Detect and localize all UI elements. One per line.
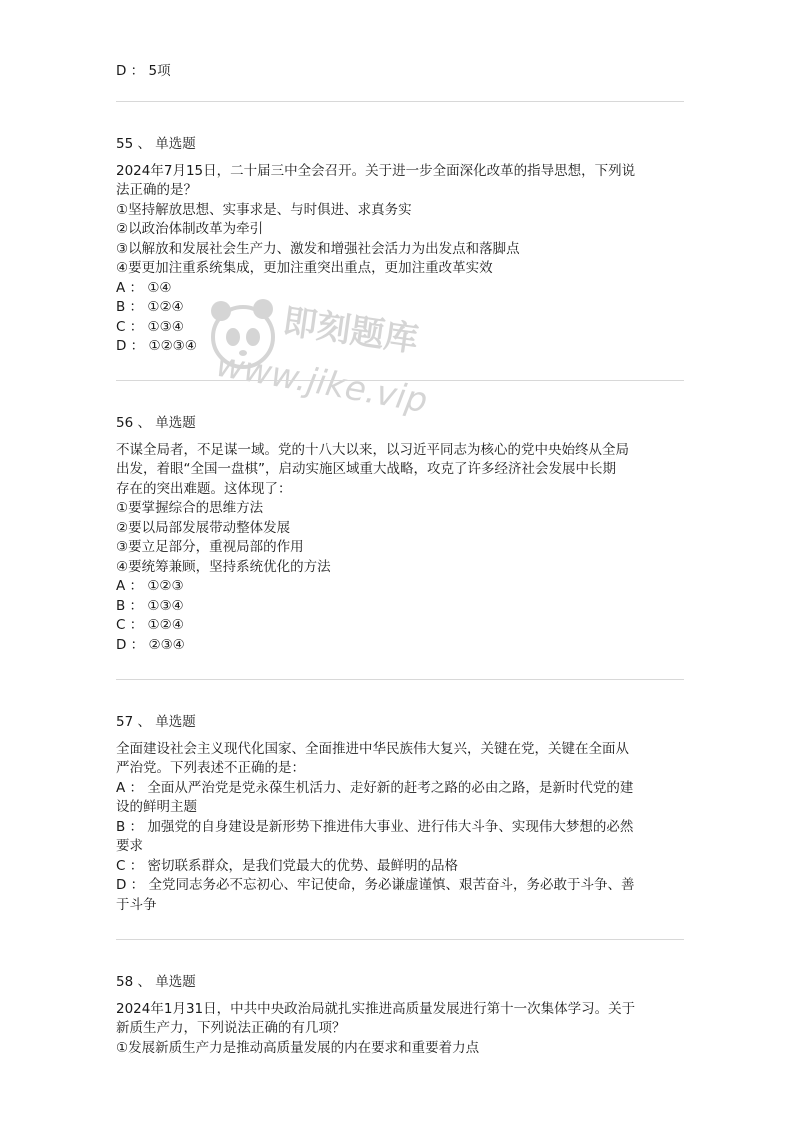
divider bbox=[116, 939, 684, 940]
answer-option[interactable]: D ： ②③④ bbox=[116, 636, 185, 653]
answer-option[interactable]: C ： ①②④ bbox=[116, 617, 184, 633]
statement-item: ②以政治体制改革为牵引 bbox=[116, 221, 264, 237]
statement-item: ①发展新质生产力是推动高质量发展的内在要求和重要着力点 bbox=[116, 1039, 480, 1056]
statement-item: ③要立足部分，重视局部的作用 bbox=[116, 539, 304, 555]
answer-option[interactable]: B ： ①②④ bbox=[116, 299, 184, 315]
answer-option[interactable]: B ： ①③④ bbox=[116, 597, 184, 614]
answer-option-continued: 设的鲜明主题 bbox=[116, 799, 197, 815]
statement-item: ②要以局部发展带动整体发展 bbox=[116, 519, 291, 536]
question-header: 57 、 单选题 bbox=[116, 714, 196, 730]
answer-option[interactable]: D ： 全党同志务必不忘初心、牢记使命，务必谦虚谨慎、艰苦奋斗，务必敢于斗争、善 bbox=[116, 877, 635, 893]
answer-option[interactable]: A ： ①④ bbox=[116, 279, 172, 296]
answer-option[interactable]: C ： 密切联系群众，是我们党最大的优势、最鲜明的品格 bbox=[116, 857, 459, 874]
question-stem: 2024年1月31日，中共中央政治局就扎实推进高质量发展进行第十一次集体学习。关于 bbox=[116, 1000, 636, 1017]
watermark-url: www.jike.vip bbox=[213, 344, 431, 422]
question-stem: 新质生产力，下列说法正确的有几项？ bbox=[116, 1020, 346, 1036]
question-57 bbox=[116, 713, 634, 915]
answer-option[interactable]: C ： ①③④ bbox=[116, 318, 184, 335]
question-stem: 2024年7月15日，二十届三中全会召开。关于进一步全面深化改革的指导思想，下列说 bbox=[116, 162, 636, 179]
statement-item: ④要更加注重系统集成，更加注重突出重点，更加注重改革实效 bbox=[116, 260, 493, 276]
divider bbox=[116, 380, 684, 381]
answer-option-continued: 于斗争 bbox=[116, 896, 157, 913]
question-stem: 全面建设社会主义现代化国家、全面推进中华民族伟大复兴，关键在党，关键在全面从 bbox=[116, 740, 629, 757]
question-56 bbox=[116, 414, 629, 655]
question-stem: 出发，着眼“全国一盘棋”，启动实施区域重大战略，攻克了许多经济社会发展中长期 bbox=[116, 461, 616, 477]
answer-option[interactable]: D ： ①②③④ bbox=[116, 338, 197, 354]
question-55 bbox=[116, 135, 635, 357]
question-stem: 存在的突出难题。这体现了： bbox=[116, 480, 292, 497]
statement-item: ③以解放和发展社会生产力、激发和增强社会活力为出发点和落脚点 bbox=[116, 240, 520, 257]
question-stem: 严治党。下列表述不正确的是： bbox=[116, 760, 305, 776]
divider bbox=[116, 101, 684, 102]
question-header: 55 、 单选题 bbox=[116, 136, 196, 152]
previous-option-d: D ： 5项 bbox=[116, 63, 171, 79]
statement-item: ④要统筹兼顾，坚持系统优化的方法 bbox=[116, 558, 331, 575]
question-58 bbox=[116, 973, 635, 1058]
question-stem: 法正确的是？ bbox=[116, 182, 197, 198]
watermark-brand: 即刻题库 bbox=[280, 301, 421, 361]
answer-option[interactable]: B ： 加强党的自身建设是新形势下推进伟大事业、进行伟大斗争、实现伟大梦想的必然 bbox=[116, 818, 634, 835]
question-header: 58 、 单选题 bbox=[116, 974, 196, 990]
answer-option[interactable]: A ： ①②③ bbox=[116, 578, 184, 594]
statement-item: ①要掌握综合的思维方法 bbox=[116, 500, 264, 516]
question-stem: 不谋全局者，不足谋一域。党的十八大以来，以习近平同志为核心的党中央始终从全局 bbox=[116, 441, 629, 458]
question-header: 56 、 单选题 bbox=[116, 415, 196, 431]
answer-option[interactable]: A ： 全面从严治党是党永葆生机活力、走好新的赶考之路的必由之路，是新时代党的建 bbox=[116, 779, 634, 796]
statement-item: ①坚持解放思想、实事求是、与时俱进、求真务实 bbox=[116, 201, 412, 218]
divider bbox=[116, 679, 684, 680]
answer-option-continued: 要求 bbox=[116, 838, 143, 854]
